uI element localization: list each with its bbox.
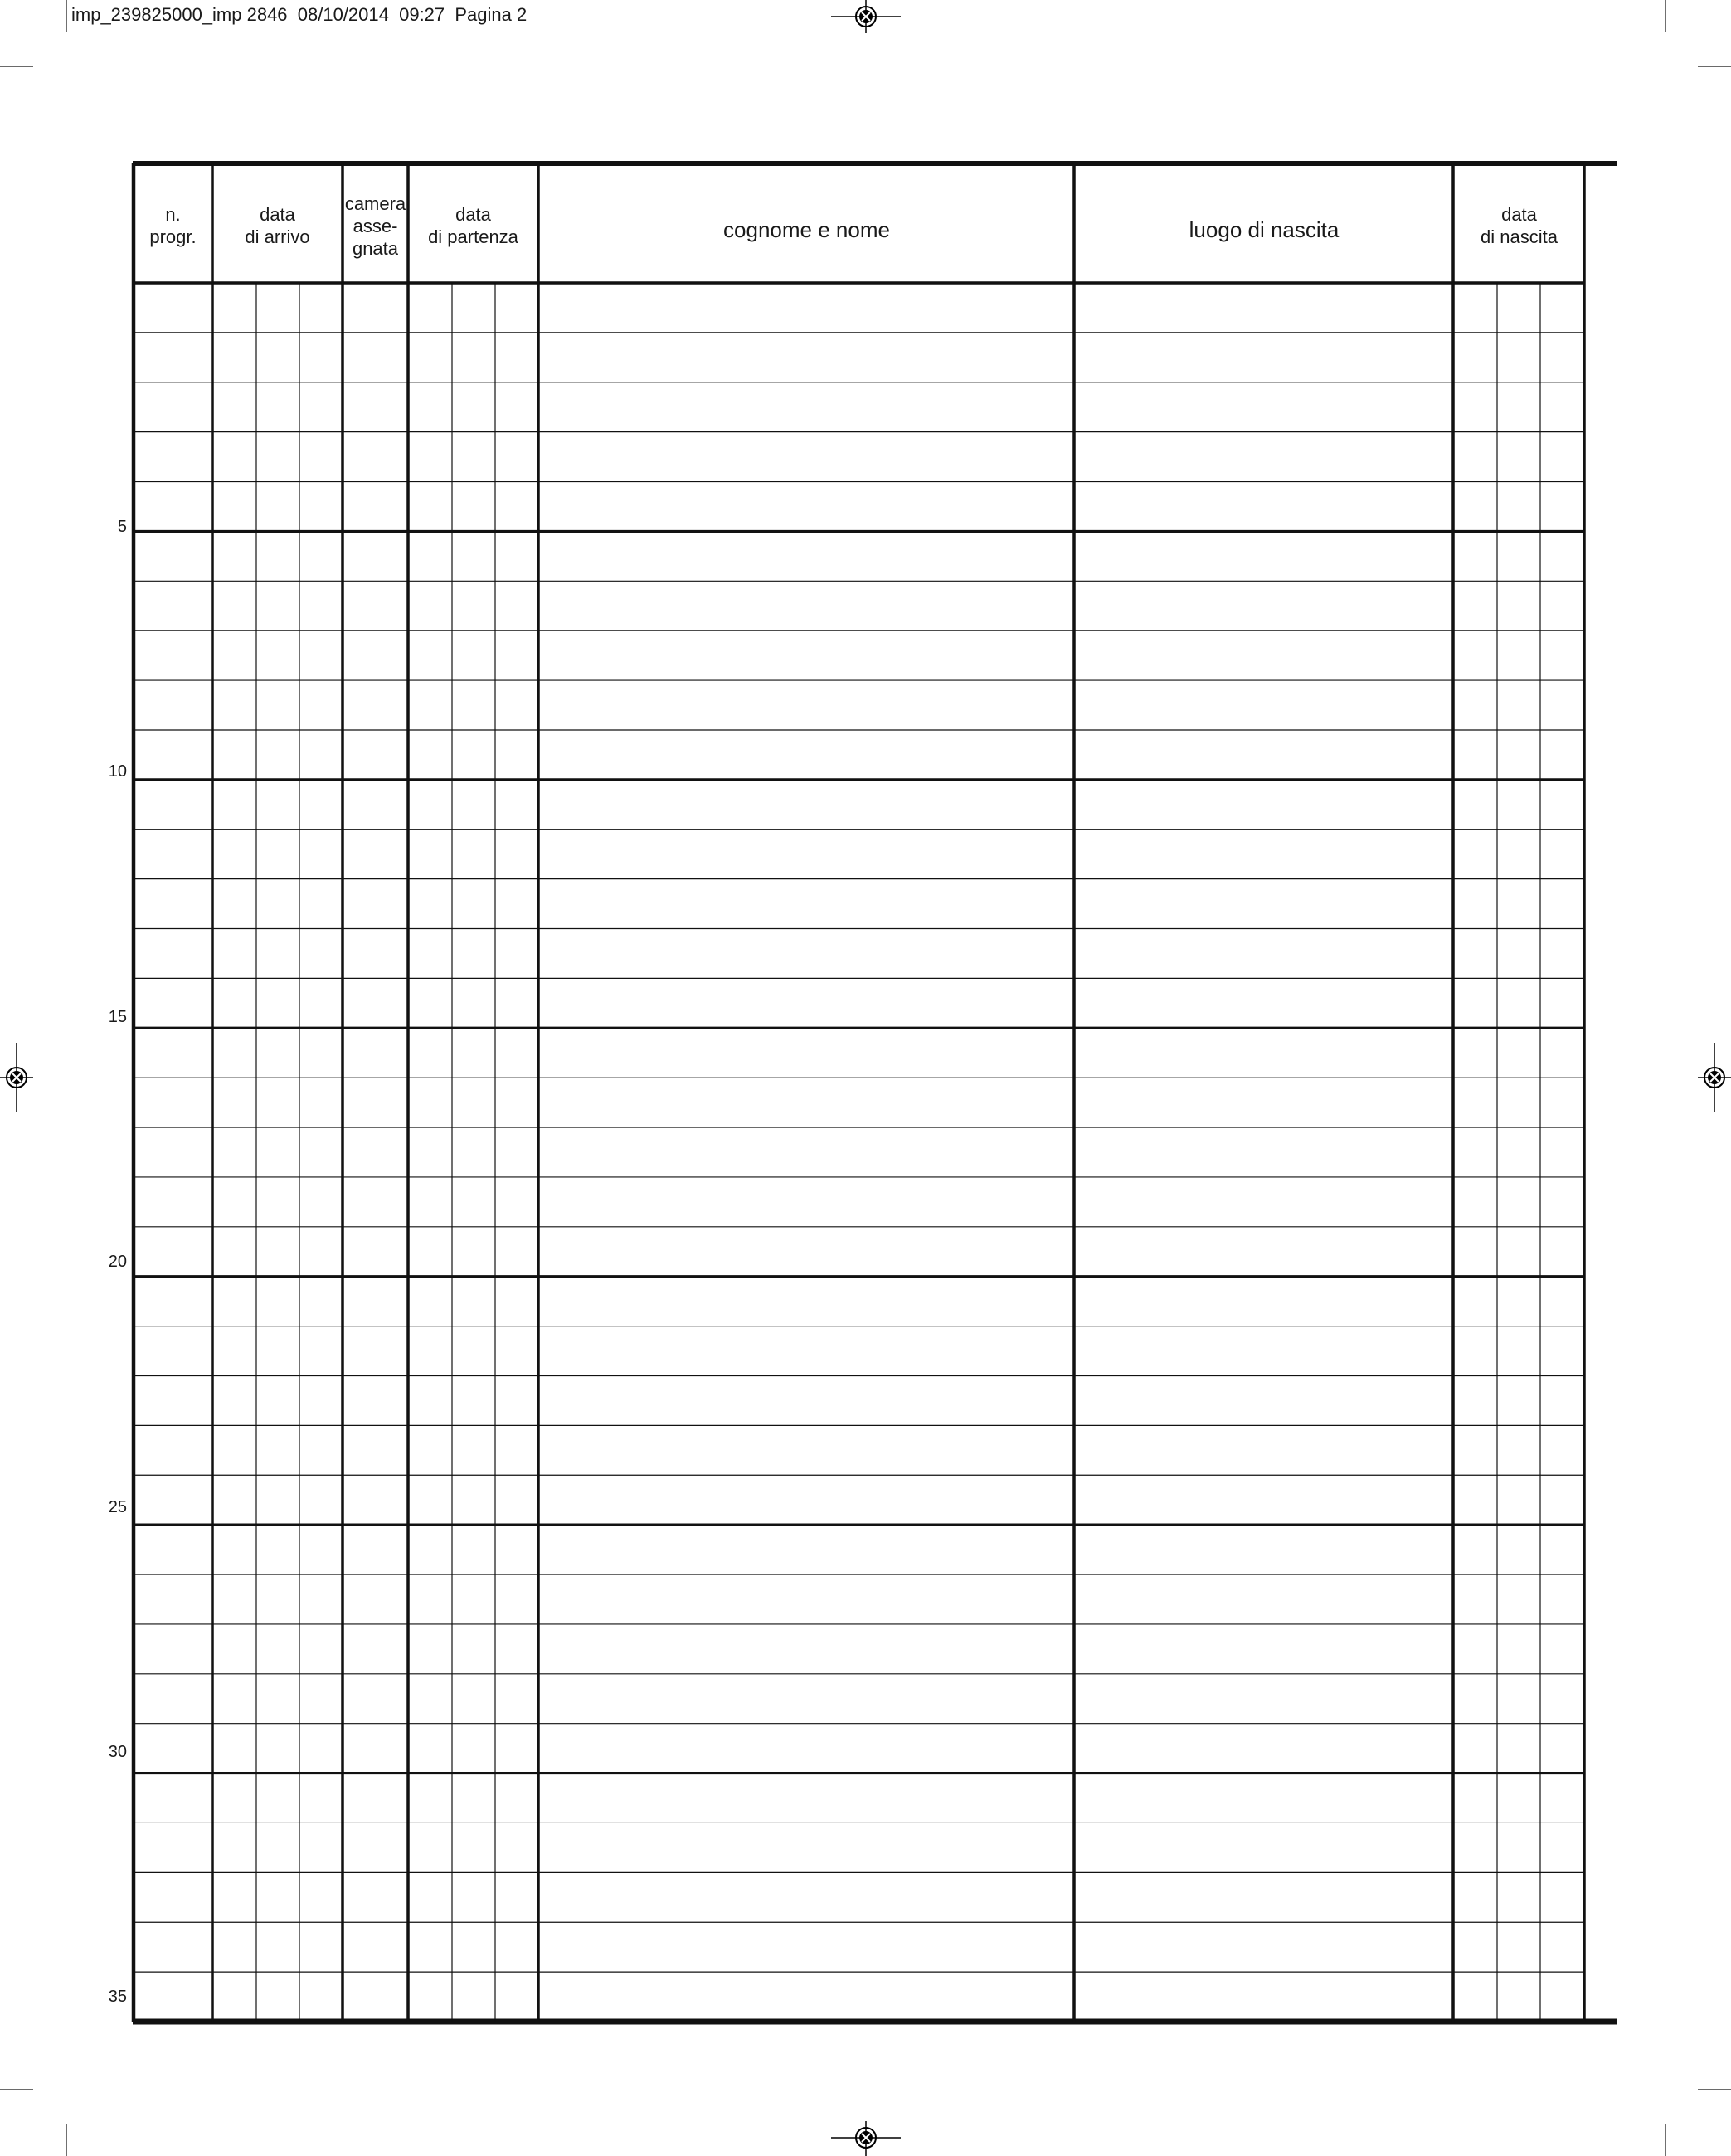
header-camera-assegnata: camera asse- gnata: [344, 192, 406, 259]
header-data-di-nascita: data di nascita: [1481, 204, 1558, 247]
registration-mark-top-icon: [831, 0, 901, 33]
print-slug: imp_239825000_imp 2846 08/10/2014 09:27 Pagina 2: [71, 4, 528, 25]
header-cognome-e-nome: cognome e nome: [723, 217, 890, 242]
row-marker-20: 20: [108, 1253, 127, 1271]
row-marker-5: 5: [117, 518, 127, 536]
row-marker-35: 35: [108, 1988, 127, 2006]
registration-mark-left-icon: [0, 1043, 33, 1112]
row-marker-25: 25: [108, 1498, 127, 1516]
registration-mark-bottom-icon: [831, 2121, 901, 2156]
header-data-di-partenza: data di partenza: [428, 204, 518, 247]
row-marker-15: 15: [108, 1008, 127, 1026]
header-data-di-arrivo: data di arrivo: [245, 204, 310, 247]
row-marker-30: 30: [108, 1743, 127, 1761]
row-marker-10: 10: [108, 762, 127, 781]
registration-mark-right-icon: [1698, 1043, 1731, 1112]
header-n-progr: n. progr.: [149, 204, 197, 247]
header-luogo-di-nascita: luogo di nascita: [1189, 217, 1340, 242]
